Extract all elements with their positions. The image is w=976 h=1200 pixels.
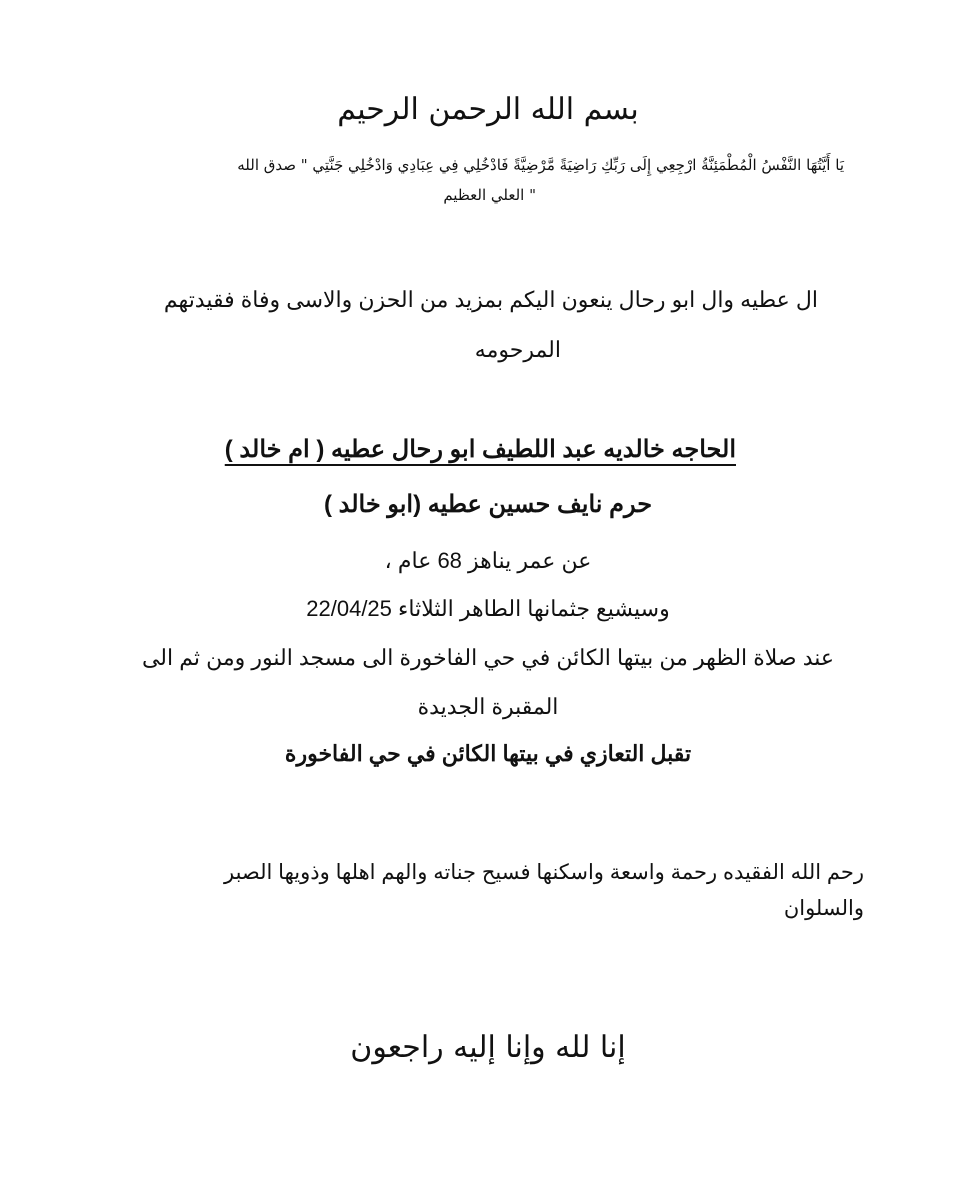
funeral-date-line: وسيشيع جثمانها الطاهر الثلاثاء 22/04/25 — [306, 596, 670, 621]
prayer-line-2: والسلوان — [783, 897, 864, 920]
quran-verse-line-1: يَا أَيَّتُهَا النَّفْسُ الْمُطْمَئِنَّةُ ارْجِعِي إِلَى رَبِّكِ رَاضِيَةً مَّرْضِيَّةً فَادْخُلِي فِي عِبَادِي وَادْخُلِي جَنَّتِي " صدق الله — [237, 156, 844, 174]
announcement-line-1: ال عطيه وال ابو رحال ينعون اليكم بمزيد من الحزن والاسى وفاة فقيدتهم — [163, 287, 818, 312]
closing-phrase: إنا لله وإنا إليه راجعون — [350, 1030, 626, 1065]
prayer-line-1: رحم الله الفقيده رحمة واسعة واسكنها فسيح جناته والهم اهلها وذويها الصبر — [223, 861, 864, 884]
deceased-name: الحاجه خالديه عبد اللطيف ابو رحال عطيه ( ام خالد ) — [224, 436, 736, 463]
condolence-location: تقبل التعازي في بيتها الكائن في حي الفاخورة — [284, 741, 692, 766]
husband-name-line: حرم نايف حسين عطيه (ابو خالد ) — [323, 491, 653, 518]
announcement-line-2: المرحومه — [474, 337, 561, 362]
basmala-heading: بسم الله الرحمن الرحيم — [337, 92, 639, 127]
quran-verse-line-2: " العلي العظيم — [443, 186, 536, 204]
funeral-route-line-2: المقبرة الجديدة — [417, 694, 559, 719]
age-line: عن عمر يناهز 68 عام ، — [384, 548, 592, 573]
funeral-route-line-1: عند صلاة الظهر من بيتها الكائن في حي الفاخورة الى مسجد النور ومن ثم الى — [141, 645, 835, 670]
